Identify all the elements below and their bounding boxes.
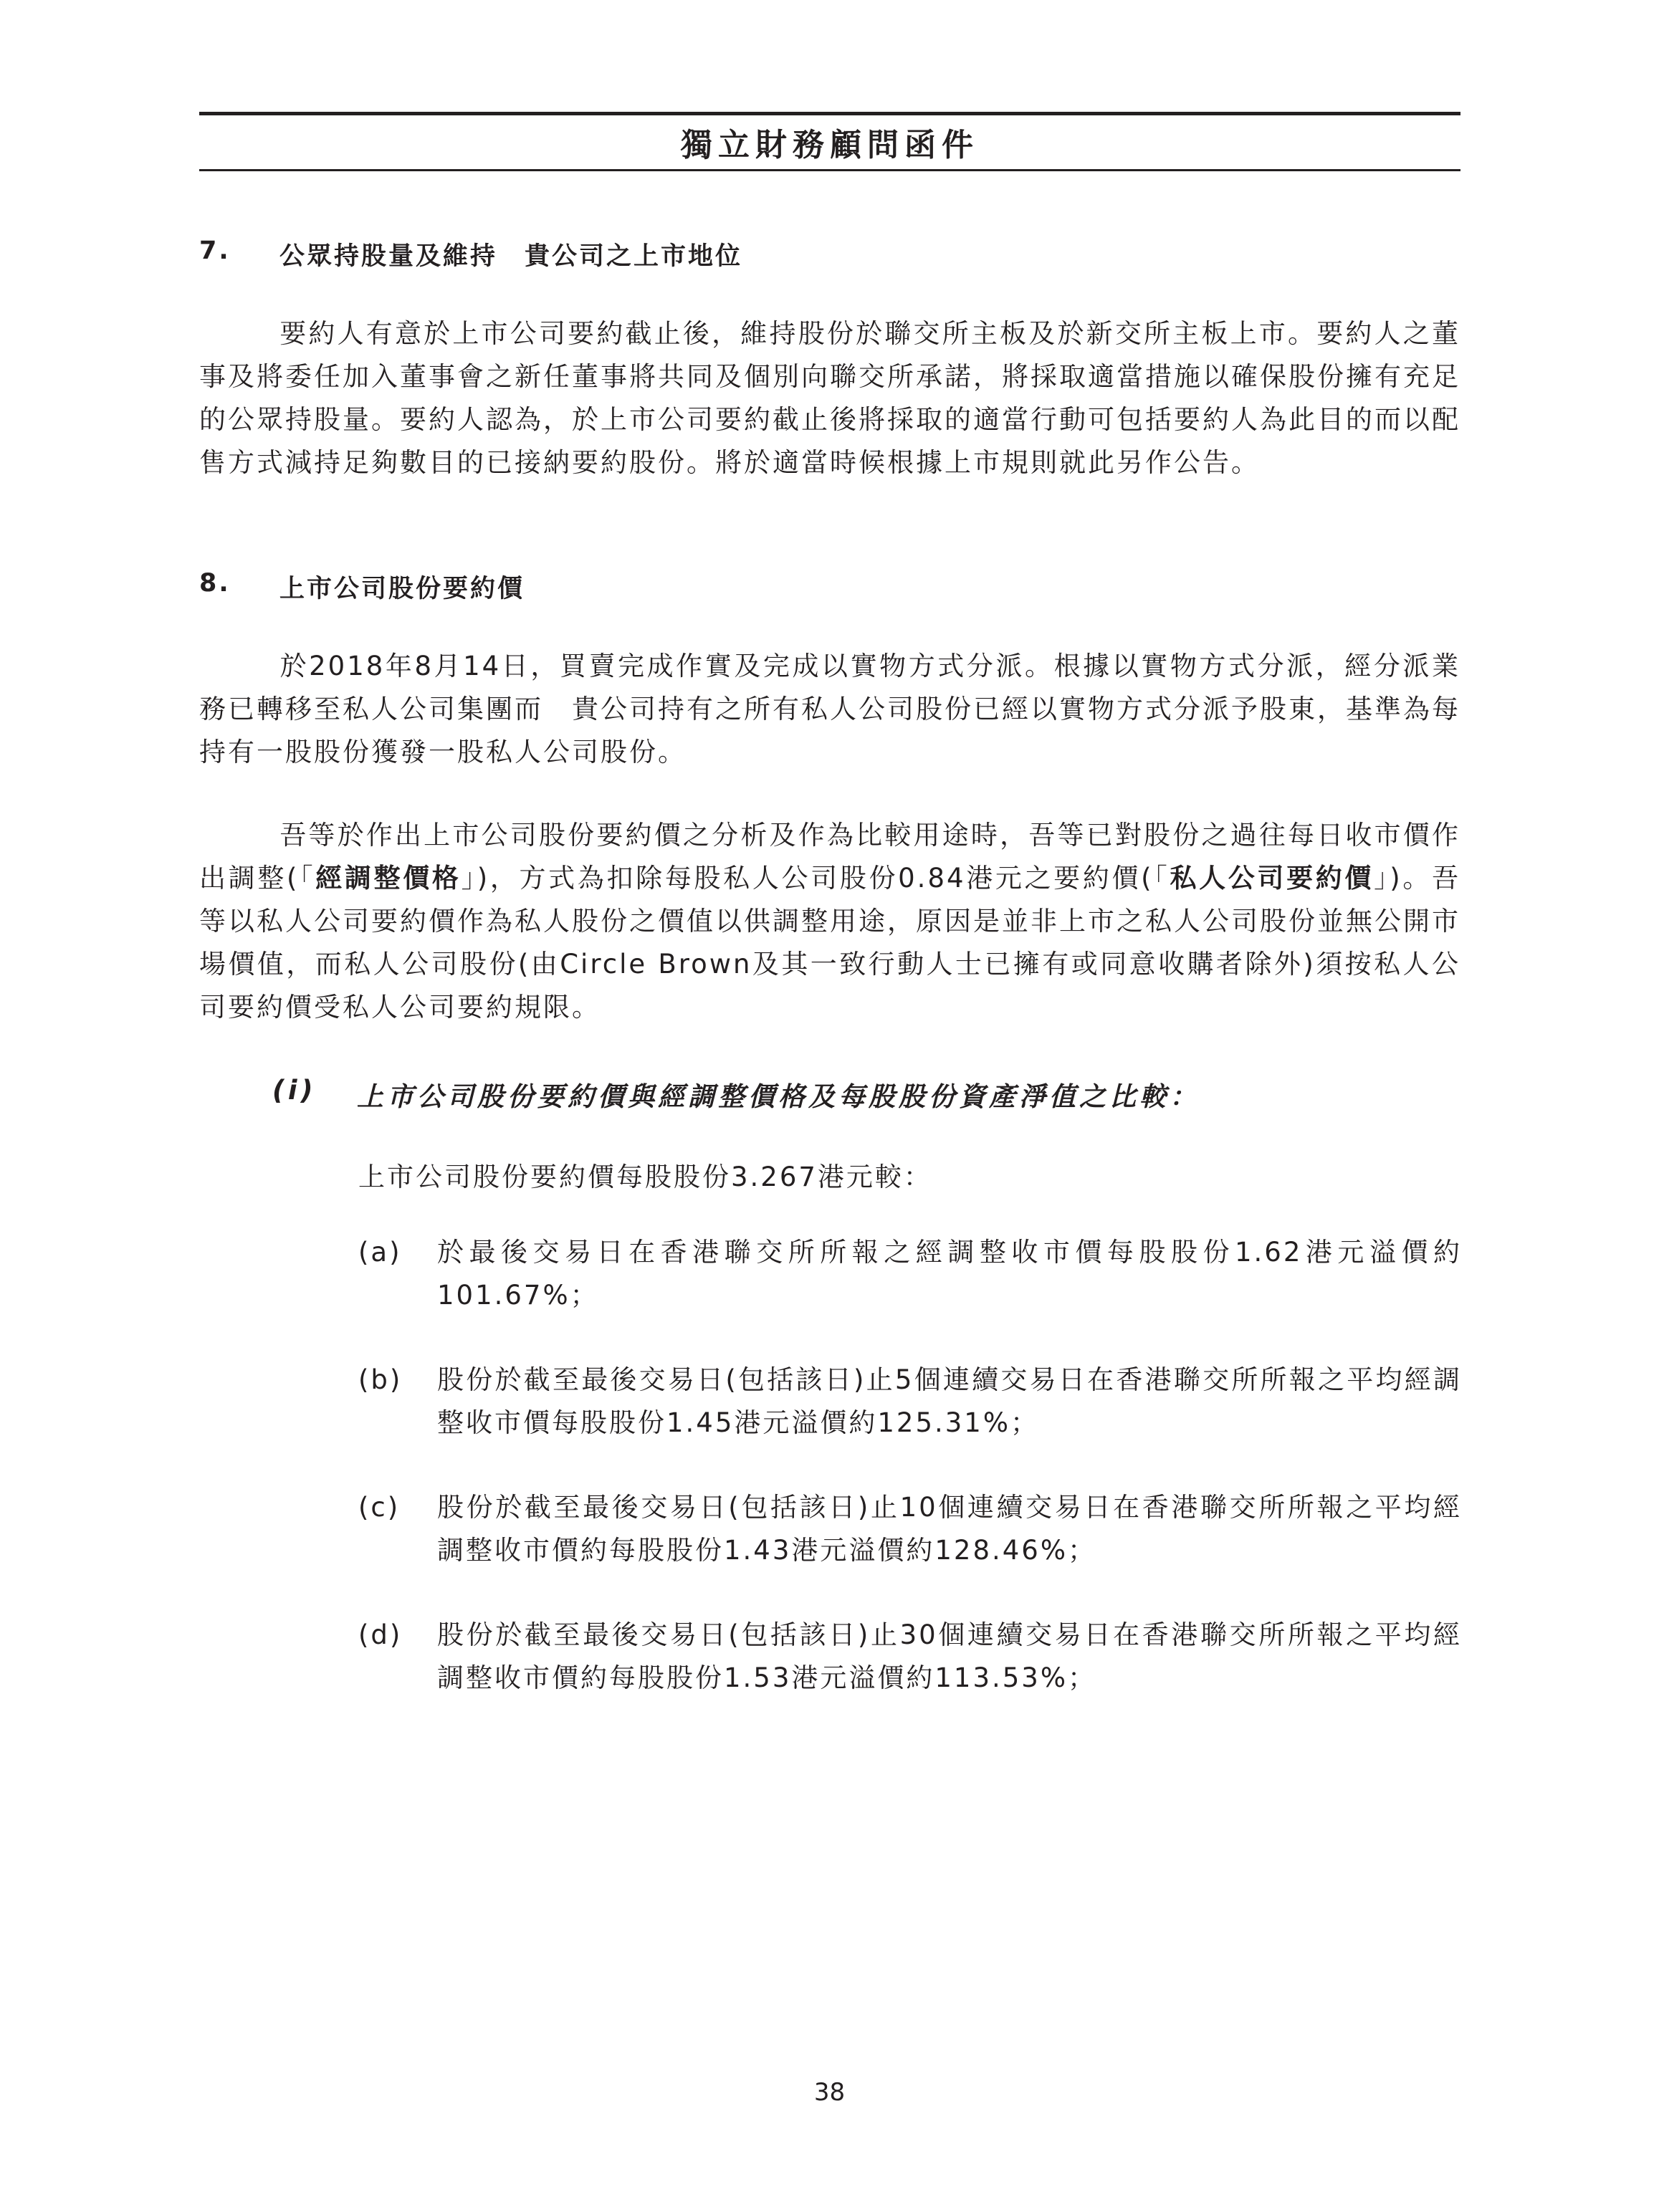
subsection-title: 上市公司股份要約價與經調整價格及每股股份資產淨值之比較： (357, 1081, 1200, 1112)
subsection-number: (i) (272, 1075, 317, 1106)
subsection-intro: 上市公司股份要約價每股股份3.267港元較： (358, 1162, 932, 1192)
page-title: 獨立財務顧問函件 (681, 127, 979, 163)
paragraph-text: 要約人有意於上市公司要約截止後，維持股份於聯交所主板及於新交所主板上市。要約人之董事及將委任加入董事會之新任董事將共同及個別向聯交所承諾，將採取適當措施以確保股份擁有充足的公眾持股量。要約人認為，於上市公司要約截止後將採取的適當行動可包括要約人為此目的而以配售方式減持足夠數目的已接納要約股份。將於適當時候根據上市規則就此另作公告。 (199, 318, 1460, 478)
item-label: (d) (358, 1619, 403, 1650)
item-text: 股份於截至最後交易日(包括該日)止30個連續交易日在香港聯交所所報之平均經調整收市價約每股股份1.53港元溢價約113.53%； (437, 1619, 1462, 1693)
paragraph-text: 於2018年8月14日，買賣完成作實及完成以實物方式分派。根據以實物方式分派，經分派業務已轉移至私人公司集團而 貴公司持有之所有私人公司股份已經以實物方式分派予股東，基準為每持有一股股份獲發一股私人公司股份。 (199, 651, 1460, 767)
item-text: 股份於截至最後交易日(包括該日)止5個連續交易日在香港聯交所所報之平均經調整收市價每股股份1.45港元溢價約125.31%； (437, 1364, 1462, 1438)
paragraph-text: 」)。吾等以私人公司要約價作為私人股份之價值以供調整用途，原因是並非上市之私人公司股份並無公開市場價值，而私人公司股份(由Circle Brown及其一致行動人士已擁有或同意收購者除外)須按私人公司要約價受私人公司要約規限。 (199, 863, 1461, 1023)
item-text: 股份於截至最後交易日(包括該日)止10個連續交易日在香港聯交所所報之平均經調整收市價約每股股份1.43港元溢價約128.46%； (437, 1492, 1462, 1566)
section-number: 7. (199, 236, 231, 265)
section-8-paragraph-2 (199, 814, 1460, 1029)
header-top-rule (199, 112, 1460, 115)
item-text: 於最後交易日在香港聯交所所報之經調整收市價每股股份1.62港元溢價約101.67%； (437, 1237, 1462, 1311)
defined-term-private-offer-price: 私人公司要約價 (1170, 863, 1374, 894)
section-7-paragraph (199, 312, 1460, 484)
page-number: 38 (813, 2078, 846, 2107)
item-label: (b) (358, 1364, 403, 1395)
header-bottom-rule (199, 169, 1460, 171)
section-title: 上市公司股份要約價 (279, 575, 525, 603)
item-label: (a) (358, 1237, 402, 1268)
section-8-paragraph-1 (199, 645, 1460, 774)
defined-term-adjusted-price: 經調整價格 (315, 863, 462, 894)
paragraph-text: 吾等於作出上市公司股份要約價之分析及作為比較用途時，吾等已對股份之過往每日收市價作出調整(「 (199, 820, 1460, 894)
item-label: (c) (358, 1492, 401, 1523)
paragraph-text: 」)，方式為扣除每股私人公司股份0.84港元之要約價(「 (461, 863, 1170, 894)
section-number: 8. (199, 569, 231, 598)
section-title: 公眾持股量及維持 貴公司之上市地位 (279, 242, 743, 271)
